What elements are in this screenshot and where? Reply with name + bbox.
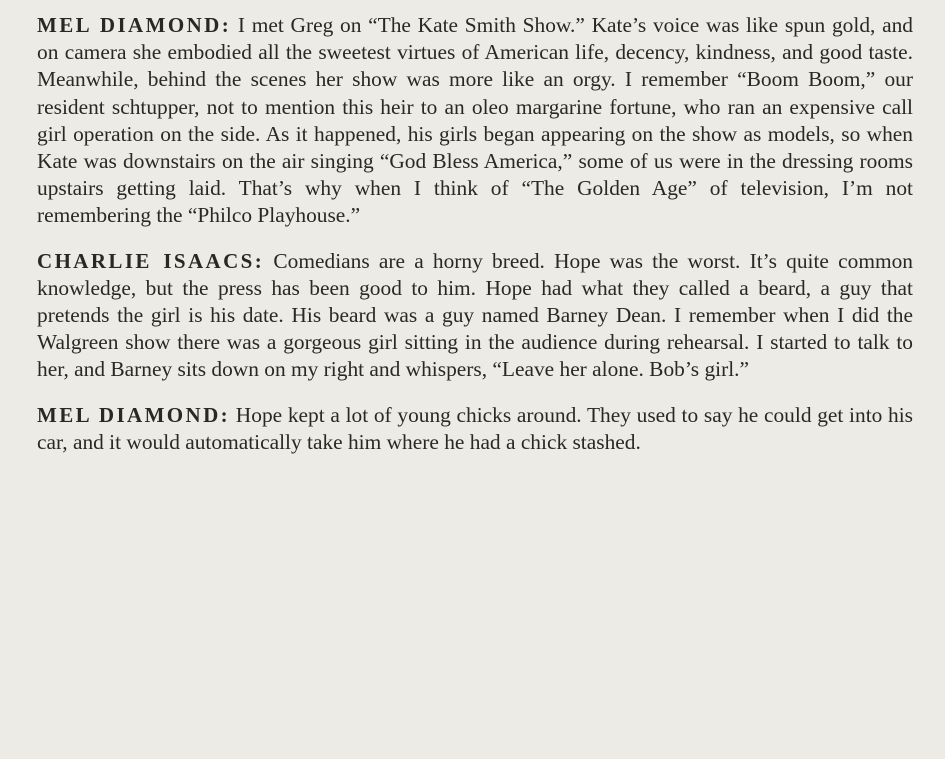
paragraph-charlie-isaacs bbox=[37, 248, 913, 384]
speaker-name: MEL DIAMOND: bbox=[37, 13, 232, 37]
paragraph-text: Hope kept a lot of young chicks around. They used to say he could get into his car, and it would automatically take him where he had a chick stashed. bbox=[37, 402, 914, 454]
paragraph-text: I met Greg on “The Kate Smith Show.” Kate’s voice was like spun gold, and on camera she embodied all the sweetest virtues of American life, decency, kindness, and good taste. Meanwhile, behind the scenes her show was more like an orgy. I remember “Boom Boom,” our resident schtupper, not to mention this heir to an oleo margarine fortune, who ran an expensive call girl operation on the side. As it happened, his girls began appearing on the show as models, so when Kate was downstairs on the air singing “God Bless America,” some of us were in the dressing rooms upstairs getting laid. That’s why when I think of “The Golden Age” of television, I’m not remembering the “Philco Playhouse.” bbox=[37, 13, 913, 228]
paragraph-mel-diamond-2 bbox=[37, 402, 913, 456]
paragraph-text: Comedians are a horny breed. Hope was the worst. It’s quite common knowledge, but the press has been good to him. Hope had what they called a beard, a guy that pretends the girl is his date. His beard was a guy named Barney Dean. I remember when I did the Walgreen show there was a gorgeous girl sitting in the audience during rehearsal. I started to talk to her, and Barney sits down on my right and whispers, “Leave her alone. Bob’s girl.” bbox=[37, 248, 913, 382]
speaker-name: MEL DIAMOND: bbox=[37, 402, 231, 427]
paragraph-mel-diamond-1 bbox=[37, 12, 913, 230]
speaker-name: CHARLIE ISAACS: bbox=[37, 248, 265, 273]
